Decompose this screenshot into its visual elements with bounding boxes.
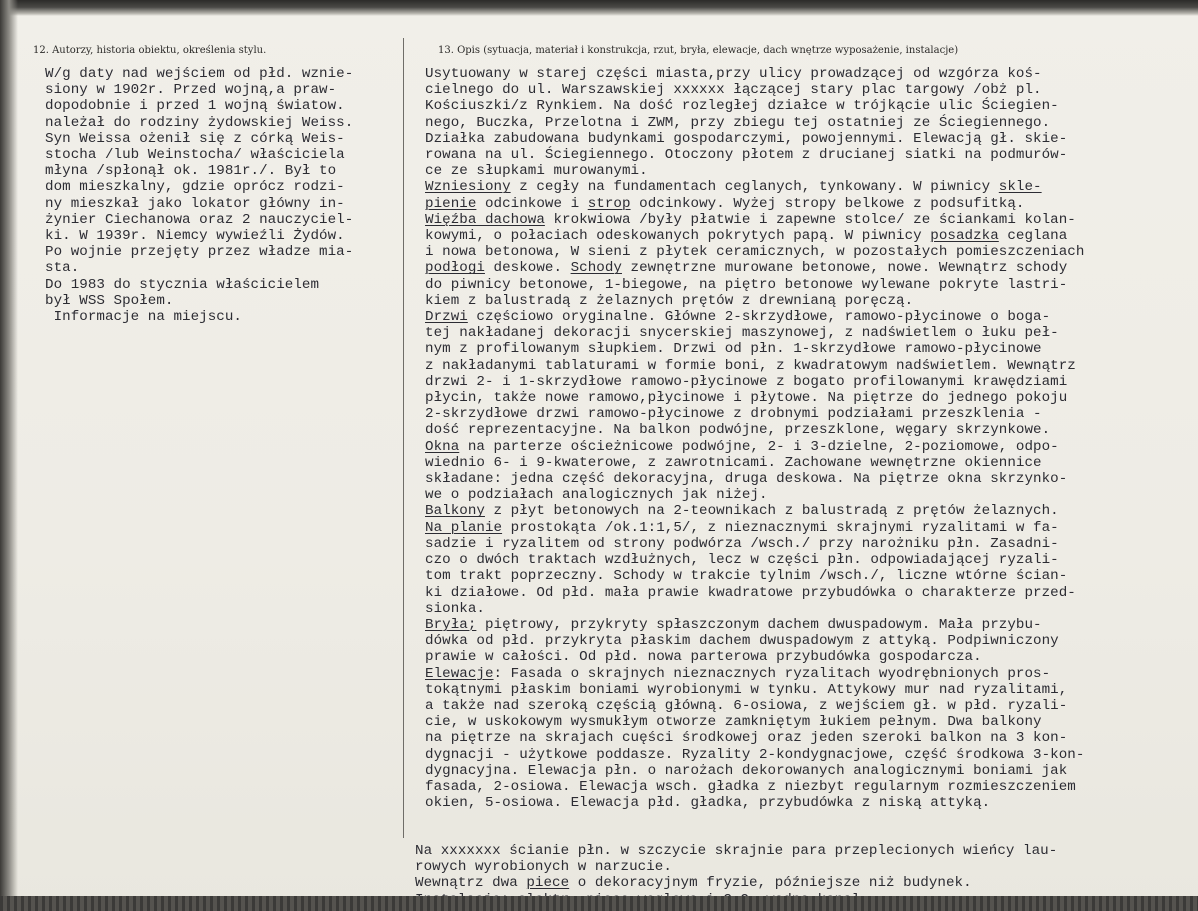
text-run: kiem z balustradą z żelaznych prętów z drewnianą poręczą. (425, 292, 914, 309)
text-run: czo o dwóch traktach wzdłużnych, lecz w części płn. odpowiadającej ryzali- (425, 552, 1059, 569)
text-run: piętrowy, przykryty spłaszczonym dachem dwuspadowym. Mała przybu- (476, 616, 1042, 633)
history-line: ki. W 1939r. Niemcy wywieźli Żydów. (45, 228, 345, 245)
text-run: płycin, także nowe ramowo,płycinowe i płytowe. Na piętrze do jednego pokoju (425, 390, 1068, 407)
underlined-heading: piece (526, 875, 570, 892)
text-run: dówka od płd. przykryta płaskim dachem dwuspadowym z attyką. Podpiwniczony (425, 633, 1059, 650)
text-line (425, 422, 1084, 438)
text-line (415, 859, 1057, 875)
text-line (425, 358, 1084, 374)
text-line (425, 163, 1084, 179)
text-run: prostokąta /ok.1:1,5/, z nieznacznymi skrajnymi ryzalitami w fa- (502, 519, 1059, 536)
underlined-heading: Drzwi (425, 309, 468, 326)
underlined-heading: skle- (998, 179, 1042, 196)
text-line (425, 309, 1084, 325)
text-line (425, 536, 1084, 552)
text-run: prawie w całości. Od płd. nowa parterowa przybudówka gospodarcza. (425, 649, 982, 666)
history-line: dopodobnie i przed 1 wojną światow. (45, 98, 345, 115)
text-run: fasada, 2-osiowa. Elewacja wsch. gładka z niezbyt regularnym rozmieszczeniem (425, 778, 1076, 795)
history-line: Po wojnie przejęty przez władze mia- (45, 244, 354, 261)
history-line: siony w 1902r. Przed wojną,a praw- (45, 82, 337, 99)
text-run: cielnego do ul. Warszawskiej xxxxxx łączącej stary plac targowy /obż pl. (425, 82, 1042, 99)
text-line (425, 763, 1084, 779)
text-run: ceglana (998, 228, 1068, 245)
text-run: do piwnicy betonowe, 1-biegowe, na piętro betonowe wylewane pokryte lastri- (425, 276, 1068, 293)
text-run: na parterze ościeżnicowe podwójne, 2- i 3-dzielne, 2-poziomowe, odpo- (459, 438, 1059, 455)
text-line (425, 552, 1084, 568)
text-line (425, 147, 1084, 163)
history-line: należał do rodziny żydowskiej Weiss. (45, 114, 354, 131)
history-line: dom mieszkalny, gdzie oprócz rodzi- (45, 179, 345, 196)
text-run: deskowe. (484, 260, 571, 277)
text-run: tokątnymi płaskim boniami wyrobionymi w tynku. Attykowy mur nad ryzalitami, (425, 681, 1068, 698)
text-line (425, 196, 1084, 212)
underlined-heading: Balkony (425, 503, 485, 520)
text-run: : Fasada o skrajnych nieznacznych ryzalitach wyodrębnionych pros- (493, 665, 1051, 682)
text-line (425, 374, 1084, 390)
history-line: sta. (45, 260, 80, 277)
text-run: tom trakt poprzeczny. Schody w trakcie tylnim /wsch./, liczne wtórne ścian- (425, 568, 1068, 585)
section-13-header: 13. Opis (sytuacja, materiał i konstrukcja, rzut, bryła, elewacje, dach wnętrze wyposażenie, instalacje) (438, 45, 959, 56)
text-line (425, 390, 1084, 406)
text-run: cie, w uskokowym wysmukłym otworze zamkniętym łukiem pełnym. Dwa balkony (425, 714, 1042, 731)
text-line (425, 244, 1084, 260)
underlined-heading: strop (587, 195, 631, 212)
text-run: 2-skrzydłowe drzwi ramowo-płycinowe z drobnymi podziałami przeszklenia - (425, 406, 1042, 423)
text-run: dość reprezentacyjne. Na balkon podwójne, przeszklone, węgary skrzynkowe. (425, 422, 1051, 439)
text-line (425, 277, 1084, 293)
text-line (425, 585, 1084, 601)
text-line (415, 843, 1057, 859)
text-run: wiednio 6- i 9-kwaterowe, z zawrotnicami. Zachowane wewnętrzne okiennice (425, 454, 1042, 471)
text-line (425, 730, 1084, 746)
underlined-heading: Bryła; (425, 616, 477, 633)
underlined-heading: Okna (425, 438, 460, 455)
history-line: W/g daty nad wejściem od płd. wznie- (45, 66, 354, 82)
text-run: krokwiowa /były płatwie i zapewne stolce/ ze ściankami kolan- (544, 211, 1076, 228)
text-line (425, 779, 1084, 795)
text-line (425, 795, 1084, 811)
history-line: żynier Ciechanowa oraz 2 nauczyciel- (45, 211, 354, 228)
section-12-header: 12. Autorzy, historia obiektu, określenia stylu. (33, 45, 267, 56)
underlined-heading: Więźba dachowa (425, 211, 545, 228)
text-run: okien, 5-osiowa. Elewacja płd. gładka, przybudówka z niską attyką. (425, 795, 991, 812)
underlined-heading: Na planie (425, 519, 503, 536)
text-run: sionka. (425, 600, 485, 617)
text-run: dygnacyjna. Elewacja płn. o narożach dekorowanych analogicznymi boniami jak (425, 762, 1068, 779)
text-line (425, 503, 1084, 519)
scan-top-edge (0, 0, 1198, 16)
underlined-heading: podłogi (425, 260, 485, 277)
text-line (425, 115, 1084, 131)
text-run: kowymi, o połaciach odeskowanych pokrytych papą. W piwnicy (425, 228, 931, 245)
text-line (425, 666, 1084, 682)
text-run: nym z profilowanym słupkiem. Drzwi od płn. 1-skrzydłowe ramowo-płycinowe (425, 341, 1042, 358)
text-run: ki działowe. Od płd. mała prawie kwadratowe przybudówka o charakterze przed- (425, 584, 1076, 601)
text-run: dygnacji - użytkowe poddasze. Ryzality 2-kondygnacjowe, część środkowa 3-kon- (425, 746, 1085, 763)
text-line (425, 471, 1084, 487)
text-run: rowana na ul. Ściegiennego. Otoczony płotem z drucianej siatki na podmurów- (425, 147, 1068, 164)
history-line: Syn Weissa ożenił się z córką Weis- (45, 130, 345, 147)
text-run: częściowo oryginalne. Główne 2-skrzydłowe, ramowo-płycinowe o boga- (467, 309, 1051, 326)
description-text (425, 66, 1084, 811)
text-run: ce ze słupkami murowanymi. (425, 163, 648, 180)
text-line (425, 179, 1084, 195)
underlined-heading: Elewacje (425, 665, 494, 682)
history-text (45, 66, 353, 325)
text-run: odcinkowy. Wyżej stropy belkowe z podsufitką. (630, 195, 1025, 212)
text-run: Kościuszki/z Rynkiem. Na dość rozległej działce w trójkącie ulic Ściegien- (425, 98, 1059, 115)
text-line (415, 875, 1057, 891)
text-run: odcinkowe i (476, 195, 588, 212)
text-line (425, 325, 1084, 341)
text-run: o dekoracyjnym fryzie, późniejsze niż budynek. (569, 875, 972, 892)
text-run: sadzie i ryzalitem od strony podwórza /wsch./ przy narożniku płn. Zasadni- (425, 535, 1059, 552)
text-run: z nakładanymi tablaturami w formie boni, z kwadratowym nadświetlem. Wewnątrz (425, 357, 1076, 374)
text-line (425, 260, 1084, 276)
text-run: Usytuowany w starej części miasta,przy ulicy prowadzącej od wzgórza koś- (425, 66, 1042, 82)
history-line: Informacje na miejscu. (45, 309, 242, 326)
text-run: na piętrze na skrajach cuęści środkowej oraz jeden szeroki balkon na 3 kon- (425, 730, 1068, 747)
text-run: Wewnątrz dwa (415, 875, 527, 892)
text-line (425, 406, 1084, 422)
text-line (425, 341, 1084, 357)
text-line (425, 228, 1084, 244)
text-line (425, 698, 1084, 714)
history-line: młyna /spłonął ok. 1981r./. Był to (45, 163, 337, 180)
history-line: Do 1983 do stycznia właścicielem (45, 276, 320, 293)
text-run: we o podziałach analogicznych jak niżej. (425, 487, 768, 504)
text-run: rowych wyrobionych w narzucie. (415, 859, 672, 876)
scan-bottom-edge (0, 896, 1198, 911)
text-line (425, 568, 1084, 584)
text-line (425, 747, 1084, 763)
underlined-heading: Wzniesiony (425, 179, 511, 196)
text-line (425, 66, 1084, 82)
text-line (425, 682, 1084, 698)
text-line (425, 633, 1084, 649)
text-run: z płyt betonowych na 2-teownikach z balustradą z prętów żelaznych. (484, 503, 1059, 520)
text-line (425, 131, 1084, 147)
text-line (425, 714, 1084, 730)
text-line (425, 487, 1084, 503)
text-run: drzwi 2- i 1-skrzydłowe ramowo-płycinowe z bogato profilowanymi krawędziami (425, 373, 1068, 390)
text-line (425, 601, 1084, 617)
history-line: był WSS Społem. (45, 292, 174, 309)
text-run: zewnętrzne murowane betonowe, nowe. Wewnątrz schody (621, 260, 1068, 277)
text-line (425, 98, 1084, 114)
text-line (425, 520, 1084, 536)
text-run: Działka zabudowana budynkami gospodarczymi, powojennymi. Elewacją gł. skie- (425, 130, 1068, 147)
text-line (425, 82, 1084, 98)
column-divider (403, 38, 404, 838)
underlined-heading: Schody (570, 260, 622, 277)
underlined-heading: pienie (425, 195, 477, 212)
text-run: a także nad szeroką częścią główną. 6-osiowa, z wejściem gł. w płd. ryzali- (425, 697, 1068, 714)
text-line (425, 439, 1084, 455)
scan-left-edge (0, 0, 18, 911)
history-line: stocha /lub Weinstocha/ właściciela (45, 147, 345, 164)
text-line (425, 212, 1084, 228)
text-run: tej nakładanej dekoracji snycerskiej maszynowej, z nadświetlem o łuku peł- (425, 325, 1059, 342)
history-line: ny mieszkał jako lokator główny in- (45, 195, 345, 212)
text-line (425, 293, 1084, 309)
text-run: i nowa betonowa, W sieni z płytek ceramicznych, w pozostałych pomieszczeniach (425, 244, 1085, 261)
text-run: nego, Buczka, Przelotna i ZWM, przy zbiegu tej ostatniej ze Ściegiennego. (425, 114, 1051, 131)
text-run: z cegły na fundamentach ceglanych, tynkowany. W piwnicy (510, 179, 999, 196)
text-line (425, 617, 1084, 633)
text-run: składane: jedna część dekoracyjna, druga deskowa. Na piętrze okna skrzynko- (425, 471, 1068, 488)
text-line (425, 649, 1084, 665)
underlined-heading: posadzka (930, 228, 999, 245)
text-line (425, 455, 1084, 471)
text-run: Na xxxxxxx ścianie płn. w szczycie skrajnie para przeplecionych wieńcy lau- (415, 843, 1058, 859)
